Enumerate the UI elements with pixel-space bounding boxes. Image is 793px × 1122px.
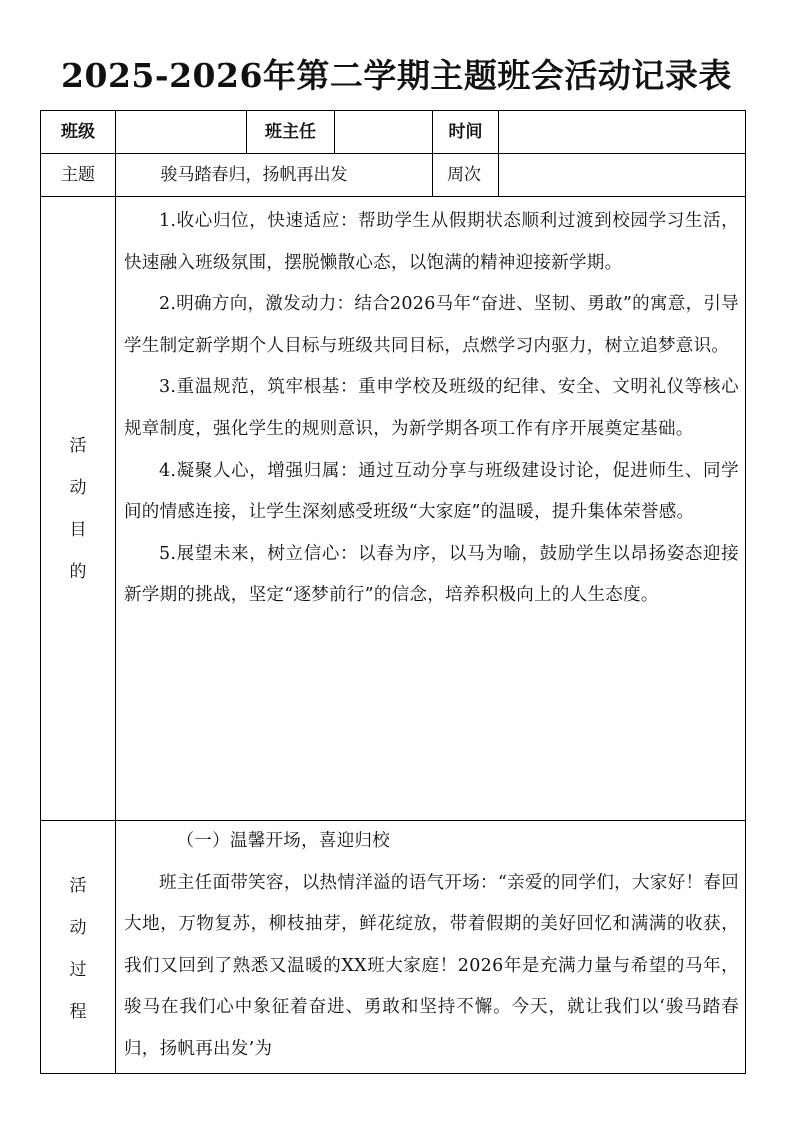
purpose-label-char: 目 [69, 519, 87, 540]
class-value-field[interactable] [116, 111, 247, 154]
page-title: 2025-2026年第二学期主题班会活动记录表 [61, 56, 732, 95]
theme-value: 骏马踏春归，扬帆再出发 [116, 154, 433, 197]
purpose-label-char: 的 [69, 561, 87, 582]
process-label-char: 程 [69, 1002, 87, 1022]
purpose-content [116, 197, 746, 821]
time-label: 时间 [433, 111, 499, 154]
process-paragraph: 班主任面带笑容，以热情洋溢的语气开场：“亲爱的同学们，大家好！春回大地，万物复苏，柳枝抽芽，鲜花绽放，带着假期的美好回忆和满满的收获，我们又回到了熟悉又温暖的XX班大家庭！2026年是充满力量与希望的马年，骏马在我们心中象征着奋进、勇敢和坚持不懈。今天，就让我们以‘骏马踏春归，扬帆再出发’为 [124, 872, 739, 1059]
process-label-char: 过 [69, 960, 87, 980]
purpose-paragraph: 2.明确方向，激发动力：结合2026马年“奋进、坚韧、勇敢”的寓意，引导学生制定新学期个人目标与班级共同目标，点燃学习内驱力，树立追梦意识。 [124, 294, 739, 356]
theme-label: 主题 [41, 154, 116, 197]
purpose-label-char: 动 [69, 477, 87, 498]
purpose-paragraph: 1.收心归位，快速适应：帮助学生从假期状态顺利过渡到校园学习生活，快速融入班级氛围，摆脱懒散心态，以饱满的精神迎接新学期。 [124, 211, 739, 273]
process-content [116, 821, 746, 1074]
process-label-char: 动 [69, 918, 87, 938]
teacher-value-field[interactable] [335, 111, 433, 154]
time-value-field[interactable] [499, 111, 746, 154]
week-label: 周次 [433, 154, 499, 197]
record-table [40, 110, 746, 1074]
purpose-paragraph: 3.重温规范，筑牢根基：重申学校及班级的纪律、安全、文明礼仪等核心规章制度，强化学生的规则意识，为新学期各项工作有序开展奠定基础。 [124, 377, 739, 439]
purpose-label-char: 活 [69, 435, 87, 456]
process-label-char: 活 [69, 876, 87, 896]
week-value-field[interactable] [499, 154, 746, 197]
teacher-label: 班主任 [247, 111, 335, 154]
purpose-paragraph: 5.展望未来，树立信心：以春为序，以马为喻，鼓励学生以昂扬姿态迎接新学期的挑战，坚定“逐梦前行”的信念，培养积极向上的人生态度。 [124, 543, 739, 606]
purpose-label [41, 197, 116, 821]
class-label: 班级 [41, 111, 116, 154]
process-label [41, 821, 116, 1074]
process-section-title: （一）温馨开场，喜迎归校 [176, 831, 391, 851]
purpose-paragraph: 4.凝聚人心，增强归属：通过互动分享与班级建设讨论，促进师生、同学间的情感连接，让学生深刻感受班级“大家庭”的温暖，提升集体荣誉感。 [124, 460, 739, 523]
